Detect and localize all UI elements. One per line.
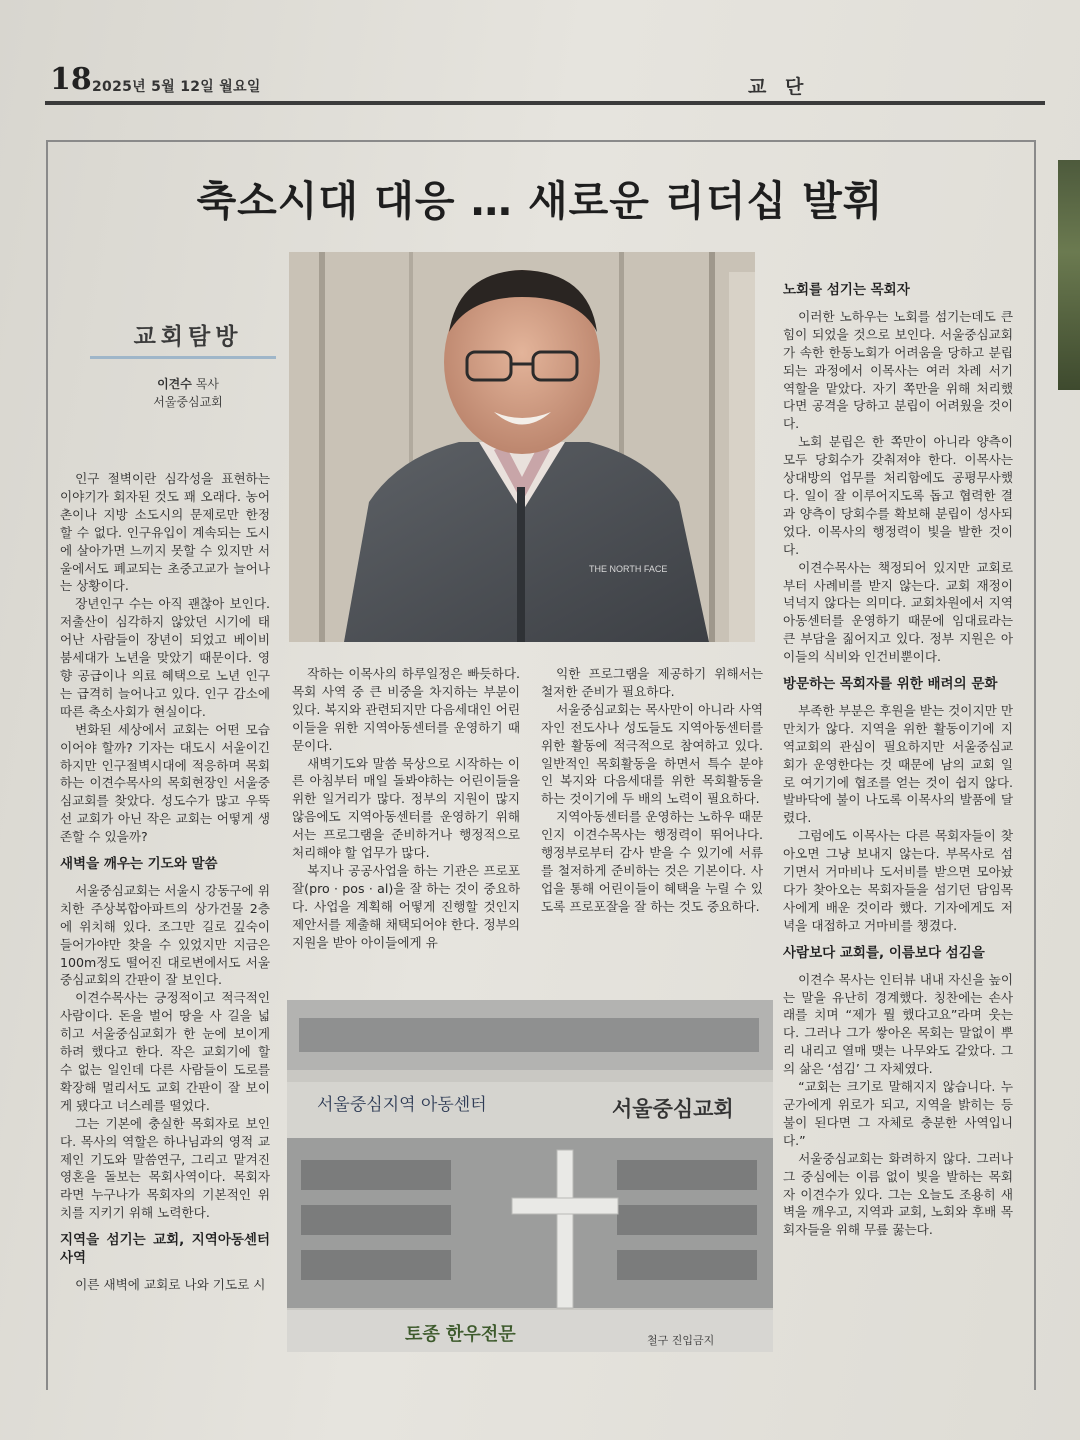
paragraph: 이견수목사는 책정되어 있지만 교회로부터 사례비를 받지 않는다. 교회 재정이 넉넉지 않다는 의미다. 교회차원에서 지역아동센터를 운영하기 때문에 임대료라는 큰 부담을 짊어지고 있다. 정부 지원은 아이들의 식비와 인건비뿐이다. (783, 559, 1013, 665)
window-grid (287, 1000, 773, 1070)
column-title: 교회탐방 (133, 324, 243, 350)
header-rule (45, 101, 1045, 105)
headline: 축소시대 대응 … 새로운 리더십 발휘 (196, 177, 884, 225)
portrait-illustration (289, 252, 755, 642)
paragraph: 이견수목사는 긍정적이고 적극적인 사람이다. 돈을 벌어 땅을 사 길을 넓히고 서울중심교회가 한 눈에 보이게 하려 했다고 한다. 작은 교회기에 할 수 없는 일인데 다른 사람들이 도로를 확장해 멀리서도 교회 간판이 잘 보이게 됐다고 너스레를 떨었다. (60, 990, 270, 1113)
author-title: 목사 (195, 377, 219, 391)
paragraph: “교회는 크기로 말해지지 않습니다. 누군가에게 위로가 되고, 지역을 밝히는 등불이 된다면 그 자체로 충분한 사역입니다.” (783, 1079, 1013, 1148)
article-column-4 (783, 272, 1013, 1239)
column-label (98, 318, 278, 360)
article-column-1 (60, 470, 270, 1294)
sign-childcare-center: 서울중심지역 아동센터 (317, 1095, 487, 1115)
paragraph: 이른 새벽에 교회로 나와 기도로 시 (75, 1276, 266, 1292)
issue-date: 2025년 5월 12일 월요일 (92, 79, 261, 95)
sign-restaurant: 토종 한우전문 (405, 1324, 516, 1345)
sign-no-entry: 철구 진입금지 (647, 1334, 715, 1347)
page-number: 18 (50, 62, 92, 97)
paragraph: 부족한 부분은 후원을 받는 것이지만 만만치가 않다. 지역을 위한 활동이기에 지역교회의 관심이 필요하지만 서울중심교회가 운영한다는 것 때문에 남의 교회 일로 여기기에 협조를 얻는 것이 쉽지 않다. 발바닥에 불이 나도록 이목사의 발품에 달렸다. (783, 702, 1013, 826)
pastor-portrait-photo (289, 252, 755, 642)
paragraph: 노회 분립은 한 쪽만이 아니라 양측이 모두 당회수가 갖춰져야 한다. 이목사는 상대방의 업무를 처리함에도 공평무사했다. 일이 잘 이루어지도록 돕고 협력한 결과 양측이 당회수를 확보해 분립이 성사되었다. 이목사의 행정력이 빛을 발한 것이다. (783, 434, 1013, 557)
paragraph: 서울중심교회는 서울시 강동구에 위치한 주상복합아파트의 상가건물 2층에 위치해 있다. 조그만 길로 깊숙이 들어가야만 찾을 수 있었지만 지금은 100m정도 떨어진 대로변에서도 서울중심교회의 간판이 잘 보인다. (60, 882, 270, 988)
author-name: 이견수 (157, 377, 192, 391)
article-column-2 (292, 665, 520, 952)
article-box-border (46, 140, 48, 1390)
article-box-border (1034, 140, 1036, 1390)
subheading: 지역을 섬기는 교회, 지역아동센터 사역 (60, 1232, 270, 1267)
author-byline (98, 375, 278, 411)
paragraph: 새벽기도와 말씀 묵상으로 시작하는 이른 아침부터 매일 돌봐야하는 어린이들을 위한 일거리가 많다. 정부의 지원이 많지 않음에도 지역아동센터를 운영하기 위해서는 프로그램을 준비하거나 행정적으로 처리해야 할 업무가 많다. (292, 755, 520, 861)
paragraph: 그는 기본에 충실한 목회자로 보인다. 목사의 역할은 하나님과의 영적 교제인 기도와 말씀연구, 그리고 맡겨진 영혼을 돌보는 목회사역이다. 목회자라면 누구나가 목회자의 기본적인 위치를 지키기 위해 노력한다. (60, 1115, 270, 1221)
jacket-logo-text: THE NORTH FACE (589, 564, 668, 574)
paragraph: 익한 프로그램을 제공하기 위해서는 철저한 준비가 필요하다. (541, 666, 763, 699)
section-name: 교 단 (748, 76, 810, 98)
paragraph: 장년인구 수는 아직 괜찮아 보인다. 저출산이 심각하지 않았던 시기에 태어난 사람들이 장년이 되었고 베이비붐세대가 노년을 맞았기 때문이다. 영향 공급이나 의료 혜택으로 노년 인구는 급격히 늘어나고 있다. 인구 감소에 따른 축소사회가 현실이다. (60, 596, 270, 719)
paragraph: 그럼에도 이목사는 다른 목회자들이 찾아오면 그냥 보내지 않는다. 부목사로 섬기면서 거마비나 도서비를 받으면 모아놨다가 찾아오는 목회자들을 섬기던 담임목사에게 배운 것이라 했다. 기자에게도 저녁을 대접하고 거마비를 챙겼다. (783, 828, 1013, 933)
subheading: 사람보다 교회를, 이름보다 섬김을 (783, 944, 985, 961)
church-building-photo (287, 1000, 773, 1352)
paragraph: 서울중심교회는 목사만이 아니라 사역자인 전도사나 성도들도 지역아동센터를 위한 활동에 적극적으로 참여하고 있다. 일반적인 목회활동을 하면서 특수 분야인 복지와 다음세대를 위한 목회활동을 하는 것이기에 두 배의 노력이 필요하다. (541, 701, 763, 807)
subheading: 방문하는 목회자를 위한 배려의 문화 (783, 676, 998, 693)
sign-church-name: 서울중심교회 (612, 1097, 734, 1121)
paragraph: 이러한 노하우는 노회를 섬기는데도 큰 힘이 되었을 것으로 보인다. 서울중심교회가 속한 한동노회가 어려움을 당하고 분립되는 과정에서 이목사는 여러 차례 서기 역할을 맡았다. 자기 쪽만을 위해 처리했다면 공격을 당하고 분립이 어려웠을 것이다. (783, 308, 1013, 432)
building-illustration (287, 1000, 773, 1352)
paragraph: 작하는 이목사의 하루일정은 빠듯하다. 목회 사역 중 큰 비중을 차지하는 부분이 있다. 복지와 관련되지만 다음세대인 어린이들을 위한 지역아동센터를 운영하기 때문이다. (292, 666, 520, 753)
paragraph: 변화된 세상에서 교회는 어떤 모습이어야 할까? 기자는 대도시 서울이긴 하지만 인구절벽시대에 적응하며 목회하는 이견수목사의 목회현장인 서울중심교회를 찾았다. 성도수가 많고 우뚝 선 교회가 아닌 작은 교회는 어떻게 생존할 수 있을까? (60, 721, 270, 845)
column-title-underline (90, 356, 276, 359)
adjacent-page-photo (1058, 160, 1080, 390)
article-column-3 (541, 665, 763, 916)
subheading: 새벽을 깨우는 기도와 말씀 (60, 856, 218, 873)
article-box-border (46, 140, 1036, 142)
subheading: 노회를 섬기는 목회자 (783, 282, 910, 298)
paragraph: 인구 절벽이란 심각성을 표현하는 이야기가 회자된 것도 꽤 오래다. 농어촌이나 지방 소도시의 문제로만 한정할 수 없다. 인구유입이 계속되는 도시에 살아가면 느끼지 못할 수 있지만 서울에서도 폐교되는 초중고교가 늘어나는 상황이다. (60, 471, 270, 594)
paragraph: 복지나 공공사업을 하는 기관은 프로포잘(pro · pos · al)을 잘 하는 것이 중요하다. 사업을 계획해 어떻게 진행할 것인지 제안서를 제출해 채택되어야 한다. 정부의 지원을 받아 아이들에게 유 (292, 862, 520, 950)
paragraph: 서울중심교회는 화려하지 않다. 그러나 그 중심에는 이름 없이 빛을 발하는 목회자 이견수가 있다. 그는 오늘도 조용히 새벽을 깨우고, 지역과 교회, 노회와 후배 목회자들을 위해 무릎 꿇는다. (783, 1150, 1013, 1238)
paragraph: 지역아동센터를 운영하는 노하우 때문인지 이견수목사는 행정력이 뛰어나다. 행정부로부터 감사 받을 수 있기에 서류를 철저하게 준비하는 것은 기본이다. 사업을 통해 어린이들이 혜택을 누릴 수 있도록 프로포잘을 잘 하는 것도 중요하다. (541, 809, 763, 914)
paragraph: 이견수 목사는 인터뷰 내내 자신을 높이는 말을 유난히 경계했다. 칭찬에는 손사래를 치며 “제가 뭘 했다고요”라며 웃는다. 그러나 그가 쌓아온 목회는 말없이 뿌리 내리고 열매 맺는 나무와도 같았다. 그의 삶은 ‘섬김’ 그 자체였다. (783, 971, 1013, 1077)
author-org: 서울중심교회 (153, 395, 223, 409)
